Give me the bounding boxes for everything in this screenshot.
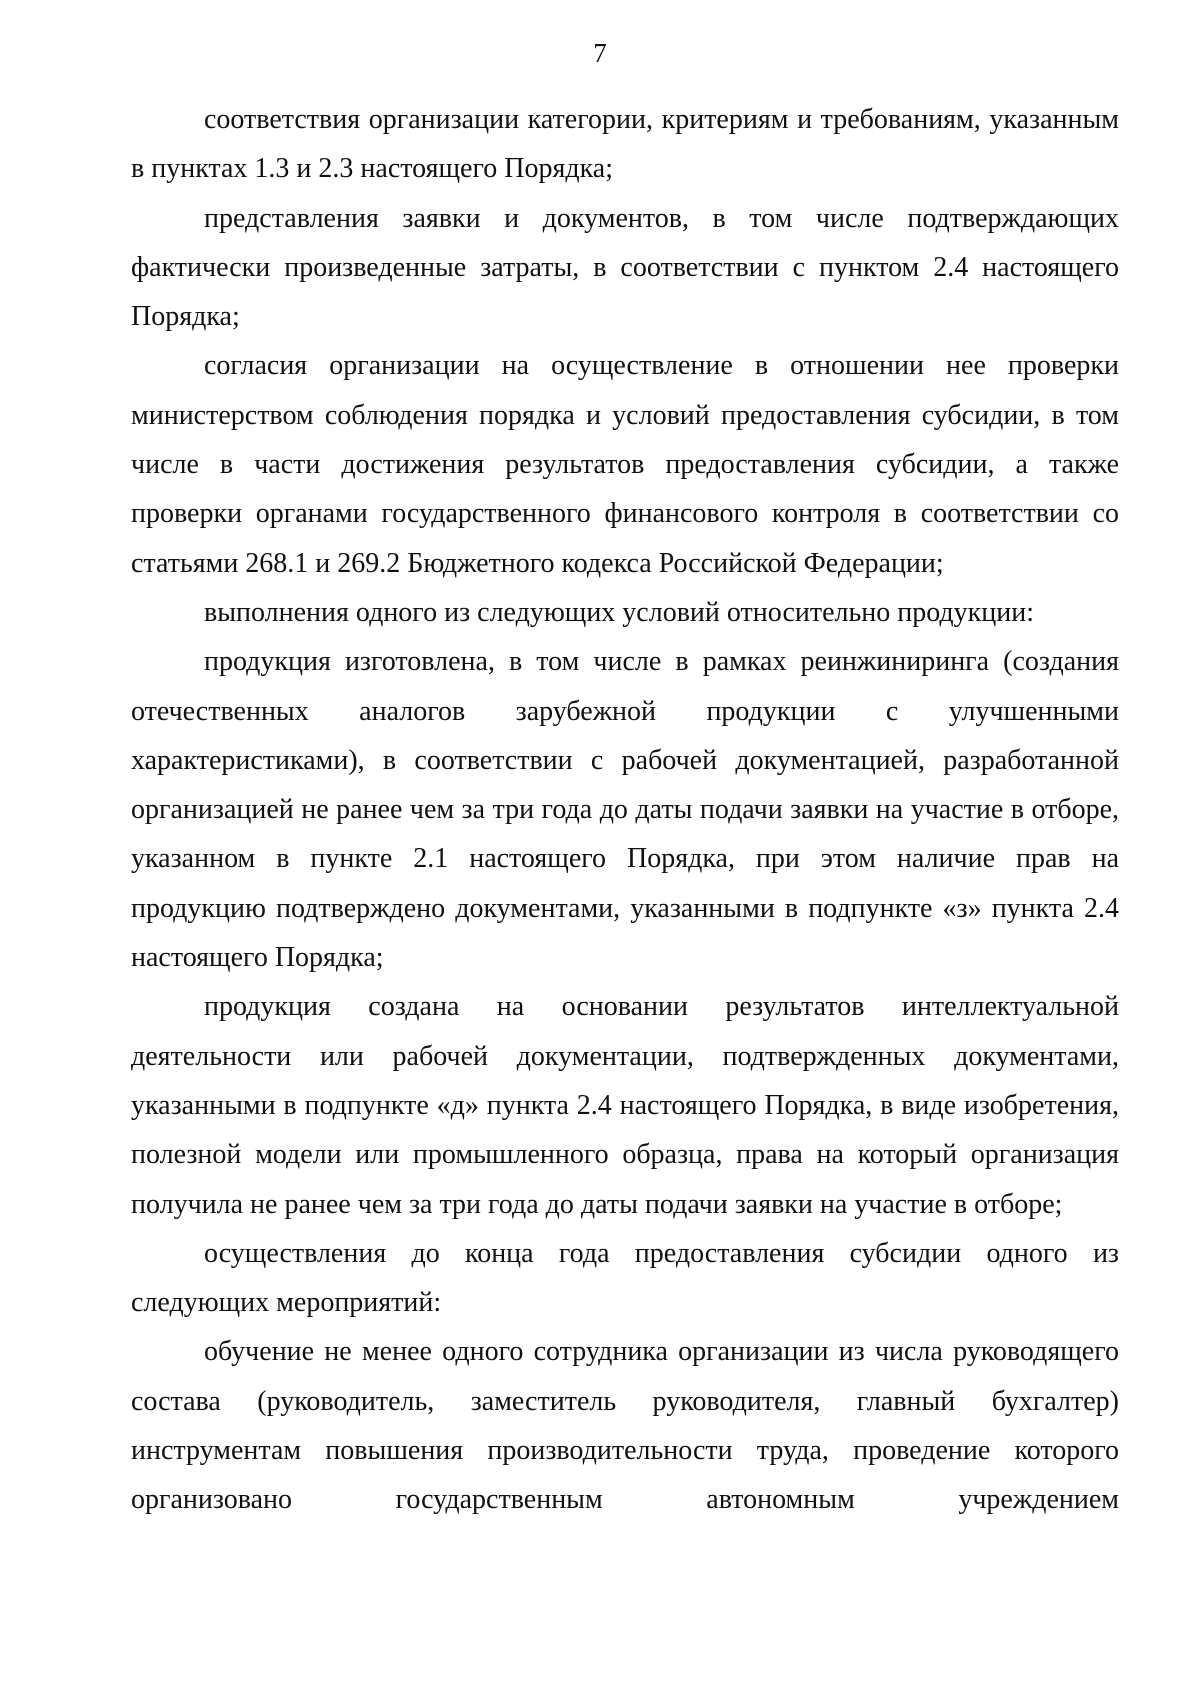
paragraph-staff-training: обучение не менее одного сотрудника организации из числа руководящего состава (руководитель, заместитель руководителя, главный бухгалтер) инструментам повышения производительности труда, проведение которого организовано государственным автономным учреждением bbox=[131, 1336, 1119, 1516]
paragraph-measures-before-year-end: осуществления до конца года предоставления субсидии одного из следующих мероприятий: bbox=[131, 1237, 1119, 1319]
paragraph-consent-to-inspection: согласия организации на осуществление в отношении нее проверки министерством соблюдения порядка и условий предоставления субсидии, в том числе в части достижения результатов предоставления субсидии, а также проверки органами государственного финансового контроля в соответствии со статьями 268.1 и 269.2 Бюджетного кодекса Российской Федерации; bbox=[131, 350, 1119, 579]
paragraph-compliance-criteria: соответствия организации категории, критериям и требованиям, указанным в пунктах 1.3 и 2.3 настоящего Порядка; bbox=[131, 104, 1119, 185]
paragraph-application-documents: представления заявки и документов, в том числе подтверждающих фактически произведенные затраты, в соответствии с пунктом 2.4 настоящего Порядка; bbox=[131, 202, 1119, 333]
paragraph-intellectual-property: продукция создана на основании результатов интеллектуальной деятельности или рабочей документации, подтвержденных документами, указанными в подпункте «д» пункта 2.4 настоящего Порядка, в виде изобретения, полезной модели или промышленного образца, права на который организация получила не ранее чем за три года до даты подачи заявки на участие в отборе; bbox=[131, 991, 1119, 1220]
document-body bbox=[131, 95, 1119, 1525]
page-number: 7 bbox=[593, 38, 607, 68]
paragraph-product-conditions: выполнения одного из следующих условий относительно продукции: bbox=[204, 596, 1035, 628]
paragraph-product-reengineering: продукция изготовлена, в том числе в рамках реинжиниринга (создания отечественных аналогов зарубежной продукции с улучшенными характеристиками), в соответствии с рабочей документацией, разработанной организацией не ранее чем за три года до даты подачи заявки на участие в отборе, указанном в пункте 2.1 настоящего Порядка, при этом наличие прав на продукцию подтверждено документами, указанными в подпункте «з» пункта 2.4 настоящего Порядка; bbox=[131, 646, 1119, 974]
